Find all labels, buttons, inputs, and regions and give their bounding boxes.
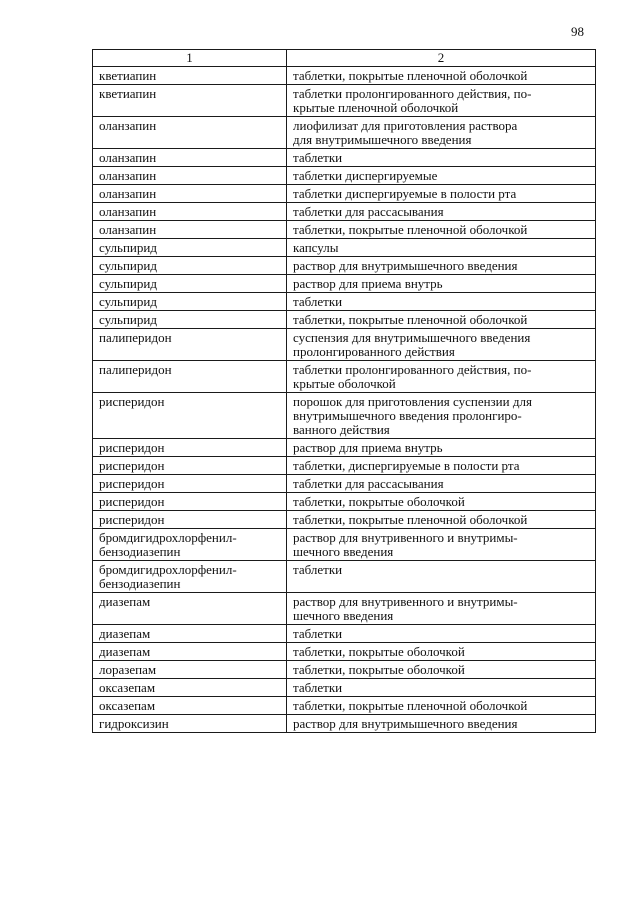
drug-name-cell: кветиапин <box>93 67 287 85</box>
dosage-form-cell: таблетки <box>287 679 596 697</box>
drug-name-cell: диазепам <box>93 625 287 643</box>
table-row <box>93 625 596 643</box>
dosage-form-cell: таблетки, покрытые оболочкой <box>287 643 596 661</box>
table-row <box>93 679 596 697</box>
table-row <box>93 511 596 529</box>
table-row <box>93 67 596 85</box>
drug-name-cell: лоразепам <box>93 661 287 679</box>
table-body <box>93 67 596 733</box>
table-row <box>93 203 596 221</box>
table-row <box>93 643 596 661</box>
drug-name-cell: рисперидон <box>93 511 287 529</box>
dosage-form-cell: таблетки, диспергируемые в полости рта <box>287 457 596 475</box>
table-row <box>93 361 596 393</box>
drug-name-cell: гидроксизин <box>93 715 287 733</box>
drug-name-cell: бромдигидрохлорфенил- бензодиазепин <box>93 529 287 561</box>
dosage-form-cell: таблетки <box>287 149 596 167</box>
dosage-form-cell: таблетки, покрытые пленочной оболочкой <box>287 221 596 239</box>
dosage-form-cell: раствор для внутримышечного введения <box>287 715 596 733</box>
table-row <box>93 311 596 329</box>
table-row <box>93 221 596 239</box>
table-row <box>93 529 596 561</box>
drug-name-cell: сульпирид <box>93 239 287 257</box>
dosage-form-cell: таблетки для рассасывания <box>287 475 596 493</box>
drug-name-cell: сульпирид <box>93 311 287 329</box>
dosage-form-cell: раствор для приема внутрь <box>287 439 596 457</box>
table-row <box>93 293 596 311</box>
drug-name-cell: сульпирид <box>93 275 287 293</box>
table-row <box>93 561 596 593</box>
dosage-form-cell: таблетки, покрытые пленочной оболочкой <box>287 67 596 85</box>
table-row <box>93 329 596 361</box>
drug-name-cell: оланзапин <box>93 203 287 221</box>
table-row <box>93 715 596 733</box>
table-row <box>93 149 596 167</box>
table-row <box>93 697 596 715</box>
table-row <box>93 167 596 185</box>
table-row <box>93 185 596 203</box>
table-row <box>93 439 596 457</box>
table-row <box>93 493 596 511</box>
column-header-1: 1 <box>93 50 287 67</box>
drug-name-cell: рисперидон <box>93 493 287 511</box>
drug-name-cell: рисперидон <box>93 393 287 439</box>
column-header-2: 2 <box>287 50 596 67</box>
drug-name-cell: оланзапин <box>93 221 287 239</box>
dosage-form-cell: таблетки, покрытые пленочной оболочкой <box>287 311 596 329</box>
drug-name-cell: сульпирид <box>93 257 287 275</box>
table-row <box>93 257 596 275</box>
drug-name-cell: рисперидон <box>93 475 287 493</box>
drug-name-cell: рисперидон <box>93 457 287 475</box>
table-row <box>93 239 596 257</box>
dosage-form-cell: таблетки диспергируемые <box>287 167 596 185</box>
dosage-form-cell: таблетки для рассасывания <box>287 203 596 221</box>
table-row <box>93 661 596 679</box>
dosage-form-cell: порошок для приготовления суспензии для внутримышечного введения пролонгиро- ванного действия <box>287 393 596 439</box>
table-row <box>93 393 596 439</box>
drug-form-table <box>92 49 596 733</box>
table-row <box>93 457 596 475</box>
table-row <box>93 475 596 493</box>
drug-name-cell: бромдигидрохлорфенил- бензодиазепин <box>93 561 287 593</box>
dosage-form-cell: капсулы <box>287 239 596 257</box>
dosage-form-cell: таблетки <box>287 561 596 593</box>
drug-name-cell: сульпирид <box>93 293 287 311</box>
dosage-form-cell: раствор для внутримышечного введения <box>287 257 596 275</box>
dosage-form-cell: раствор для приема внутрь <box>287 275 596 293</box>
dosage-form-cell: таблетки пролонгированного действия, по- крытые оболочкой <box>287 361 596 393</box>
table-row <box>93 85 596 117</box>
table-header-row <box>93 50 596 67</box>
table-row <box>93 275 596 293</box>
drug-name-cell: рисперидон <box>93 439 287 457</box>
table-row <box>93 117 596 149</box>
drug-name-cell: оланзапин <box>93 117 287 149</box>
dosage-form-cell: таблетки, покрытые пленочной оболочкой <box>287 697 596 715</box>
dosage-form-cell: таблетки диспергируемые в полости рта <box>287 185 596 203</box>
drug-name-cell: оланзапин <box>93 185 287 203</box>
drug-name-cell: кветиапин <box>93 85 287 117</box>
table-row <box>93 593 596 625</box>
page-number: 98 <box>571 24 584 39</box>
dosage-form-cell: таблетки <box>287 293 596 311</box>
drug-name-cell: диазепам <box>93 593 287 625</box>
dosage-form-cell: таблетки <box>287 625 596 643</box>
dosage-form-cell: таблетки, покрытые оболочкой <box>287 493 596 511</box>
dosage-form-cell: раствор для внутривенного и внутримы- шечного введения <box>287 593 596 625</box>
dosage-form-cell: таблетки, покрытые оболочкой <box>287 661 596 679</box>
dosage-form-cell: лиофилизат для приготовления раствора для внутримышечного введения <box>287 117 596 149</box>
drug-name-cell: оланзапин <box>93 149 287 167</box>
drug-name-cell: диазепам <box>93 643 287 661</box>
drug-name-cell: палиперидон <box>93 361 287 393</box>
dosage-form-cell: таблетки пролонгированного действия, по- крытые пленочной оболочкой <box>287 85 596 117</box>
dosage-form-cell: таблетки, покрытые пленочной оболочкой <box>287 511 596 529</box>
dosage-form-cell: раствор для внутривенного и внутримы- шечного введения <box>287 529 596 561</box>
drug-name-cell: оксазепам <box>93 679 287 697</box>
drug-name-cell: оланзапин <box>93 167 287 185</box>
drug-name-cell: оксазепам <box>93 697 287 715</box>
dosage-form-cell: суспензия для внутримышечного введения пролонгированного действия <box>287 329 596 361</box>
drug-name-cell: палиперидон <box>93 329 287 361</box>
